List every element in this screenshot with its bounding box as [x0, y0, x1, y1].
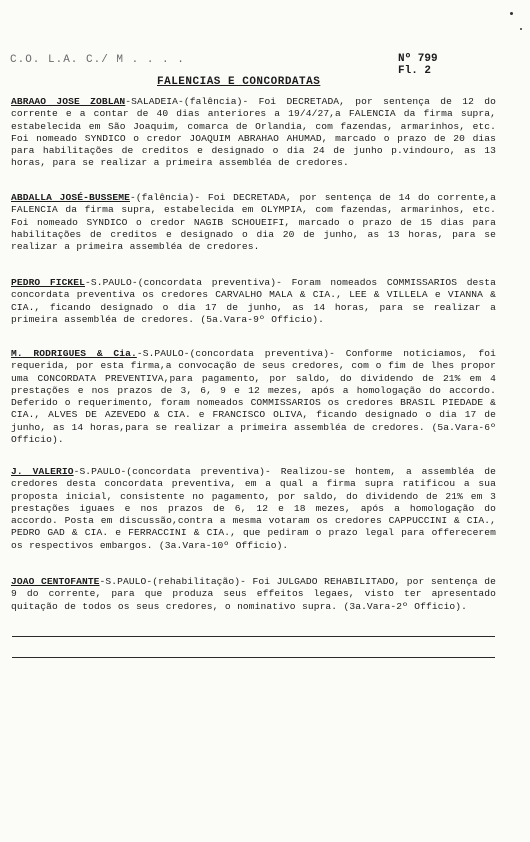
entry-name: J. VALERIO — [11, 466, 74, 477]
entry-name: JOAO CENTOFANTE — [11, 576, 100, 587]
header-faded-text: C.O. L.A. C./ M . . . . — [10, 54, 185, 66]
entry-name: ABDALLA JOSÉ-BUSSEME — [11, 192, 130, 203]
entry-abdalla-jose-busseme — [11, 192, 496, 253]
entry-text: -S.PAULO-(concordata preventiva)- Realizou-se hontem, a assembléa de credores desta concordata preventiva, em a qual a firma supra ratificou a sua proposta inicial, consistente no pagamento, por saldo, do dividendo de 21% em 3 prestações iguaes e nos prazos de 6, 12 e 18 mezes, após a homologação do accordo. Posta em discussão,contra a mesma votaram os credores CAPPUCCINI & CIA., PEDRO GAD & CIA. e FERRACCINI & CIA., que pediram o prazo legal para offerecerem os respectivos embargos. (3a.Vara-10º Officio). — [11, 466, 496, 551]
entry-text: -S.PAULO-(rehabilitação)- Foi JULGADO REHABILITADO, por sentença de 9 do corrente, para que produza seus effeitos legaes, visto ter apresentado quitação de todos os seus credores, o nominativo supra. (3a.Vara-2º Officio). — [11, 576, 496, 612]
entry-m-rodrigues — [11, 348, 496, 446]
entry-name: M. RODRIGUES & Cia. — [11, 348, 137, 359]
print-speck — [510, 12, 513, 15]
entry-text: -SALADEIA-(falência)- Foi DECRETADA, por sentença de 12 do corrente e a contar de 40 dias anteriores a 19/4/27,a FALENCIA da firma supra, estabelecida em São Joaquim, comarca de Orlandia, com fazendas, armarinhos, etc. Foi nomeado SYNDICO o credor JOAQUIM ABRAHAO AHUMAD, marcado o prazo de 20 dias para habilitações de creditos e designado o dia 24 de junho p.vindouro, as 13 horas, para se realizar a primeira assembléa de credores. — [11, 96, 497, 169]
page-title: FALENCIAS E CONCORDATAS — [157, 76, 321, 88]
entry-j-valerio — [11, 466, 496, 552]
page-number: Fl. 2 — [398, 65, 432, 77]
entry-abraao-jose-zoblan — [11, 96, 496, 170]
print-speck — [520, 28, 522, 30]
document-number-block — [398, 53, 438, 77]
entry-pedro-fickel — [11, 277, 496, 326]
divider-line-top — [12, 636, 495, 637]
entry-text: -(falência)- Foi DECRETADA, por sentença de 14 do corrente,a FALENCIA da firma supra, estabelecida em OLYMPIA, com fazendas, armarinhos, etc. Foi nomeado SYNDICO o credor NAGIB SCHOUEIFI, marcado o prazo de 15 dias para habilitações de creditos e designado o dia 20 de junho, as 13 horas, para se realizar a primeira assembléa de credores. — [11, 192, 496, 253]
entry-name: ABRAAO JOSE ZOBLAN — [11, 96, 126, 107]
entry-name: PEDRO FICKEL — [11, 277, 85, 288]
entry-text: -S.PAULO-(concordata preventiva)- Conforme noticiamos, foi requerida, por esta firma,a convocação de seus credores, com o fim de lhes propor uma CONCORDATA PREVENTIVA,para pagamento, por saldo, do dividendo de 21% em 4 prestações e nos prazos de 3, 6, 9 e 12 mezes, após a homologação do accordo. Deferido o requerimento, foram nomeados COMMISSARIOS os credores BRASIL PIEDADE & CIA., ALVES DE AZEVEDO & CIA. e FRANCISCO OLIVA, ficando designado o dia 17 de junho, as 14 horas,para se realizar a primeira assembléa de credores. (5a.Vara-6º Officio). — [11, 348, 496, 446]
divider-line-bottom — [12, 657, 495, 658]
entry-joao-centofante — [11, 576, 496, 613]
document-number: Nº 799 — [398, 53, 438, 65]
entry-text: -S.PAULO-(concordata preventiva)- Foram nomeados COMMISSARIOS desta concordata preventiva os credores CARVALHO MALA & CIA., LEE & VILLELA e VIANNA & CIA., ficando designado o dia 17 de junho, as 14 horas, para se realizar a primeira assembléa de credores. (5a.Vara-9º Officio). — [11, 277, 496, 325]
